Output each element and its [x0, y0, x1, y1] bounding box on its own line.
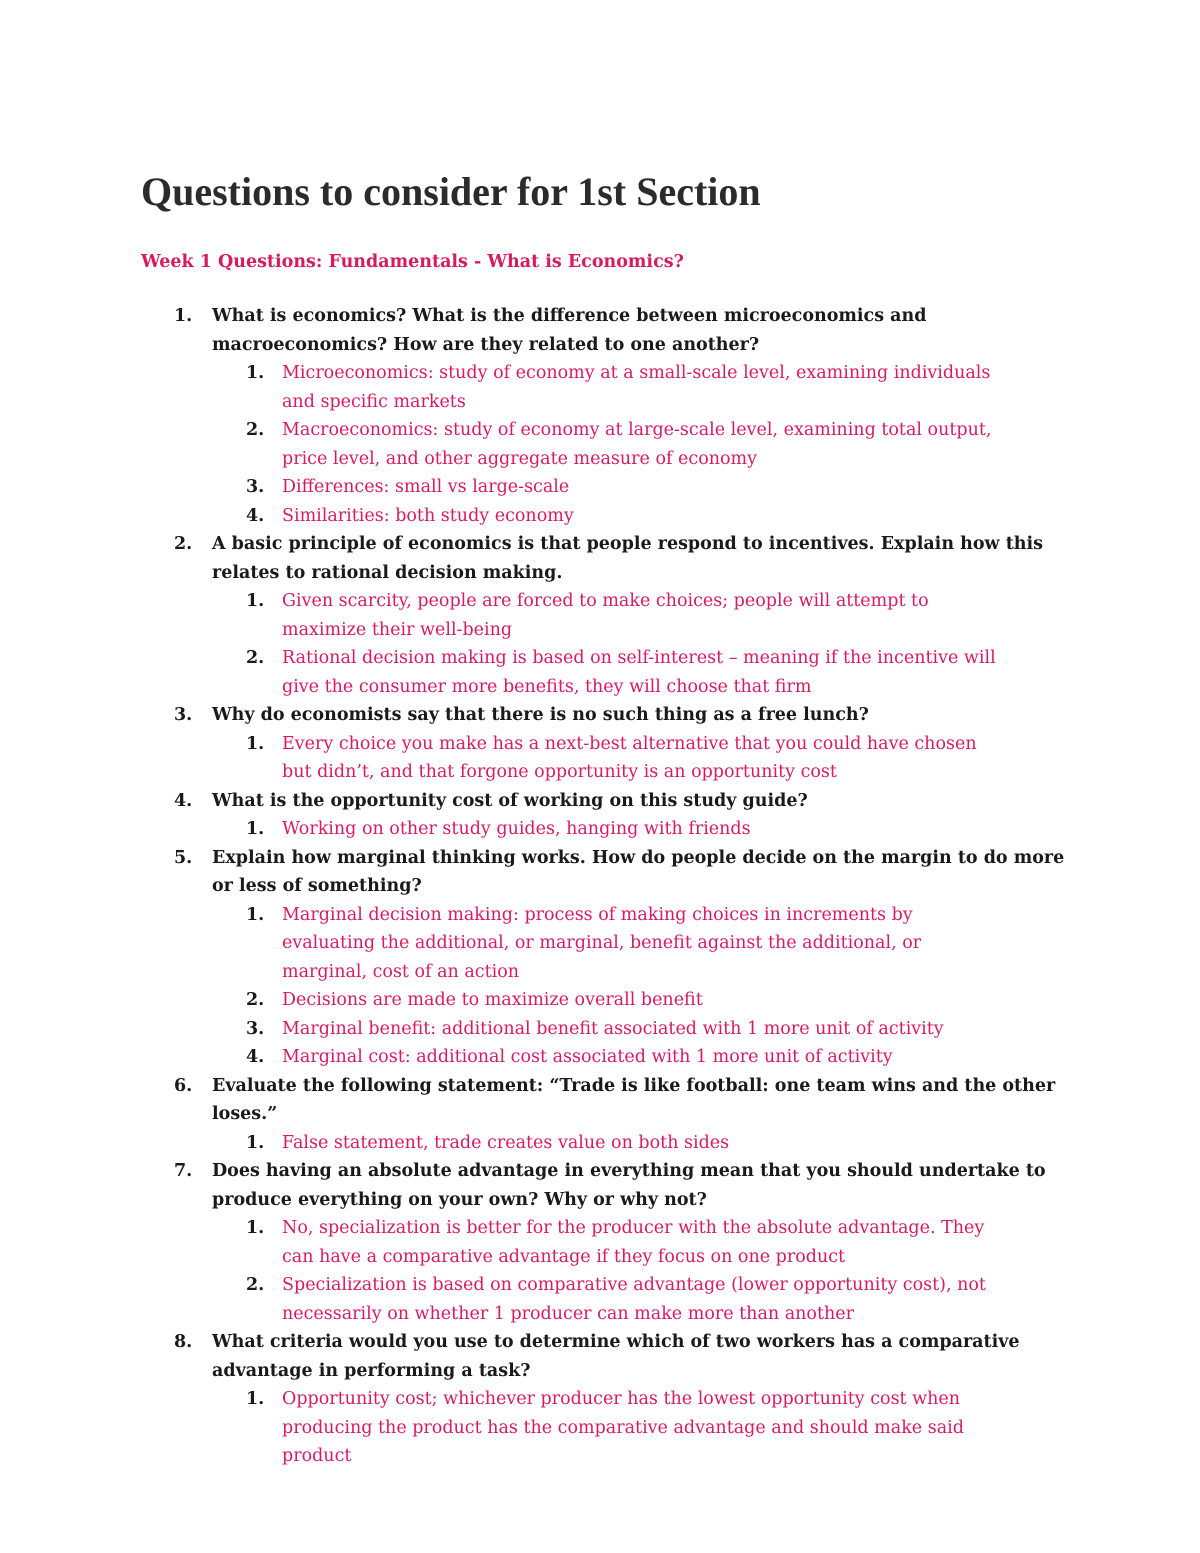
- answer-item: [212, 815, 1002, 844]
- answer-list: [212, 587, 1072, 701]
- answer-number: 3.: [246, 477, 265, 497]
- section-heading: Week 1 Questions: Fundamentals - What is Economics?: [141, 252, 684, 272]
- answer-item: [212, 901, 1002, 987]
- answer-list: [212, 730, 1072, 787]
- answer-item: [212, 1043, 1002, 1072]
- question-list: [0, 302, 1200, 1471]
- answer-list: [212, 359, 1072, 530]
- question-number: 3.: [174, 705, 193, 725]
- answer-text: Opportunity cost; whichever producer has the lowest opportunity cost when producing the product has the comparative advantage and should make said product: [282, 1389, 964, 1466]
- answer-item: [212, 986, 1002, 1015]
- question-number: 7.: [174, 1161, 193, 1181]
- question-item: [0, 701, 1072, 787]
- question-number: 4.: [174, 790, 193, 811]
- answer-list: [212, 1129, 1072, 1158]
- answer-item: [212, 1129, 1002, 1158]
- answer-item: [212, 473, 1002, 502]
- answer-number: 1.: [246, 819, 265, 839]
- answer-list: [212, 1214, 1072, 1328]
- answer-number: 1.: [246, 1389, 265, 1409]
- answer-text: Specialization is based on comparative advantage (lower opportunity cost), not necessarily on whether 1 producer can make more than another: [282, 1275, 986, 1324]
- answer-text: False statement, trade creates value on both sides: [282, 1132, 730, 1153]
- question-item: [0, 302, 1072, 530]
- answer-item: [212, 502, 1002, 531]
- question-text: What is economics? What is the difference between microeconomics and macroeconomics? How are they related to one another?: [212, 306, 927, 355]
- answer-text: Rational decision making is based on self-interest – meaning if the incentive will give the consumer more benefits, they will choose that firm: [282, 648, 996, 697]
- answer-text: Similarities: both study economy: [282, 505, 574, 526]
- answer-number: 1.: [246, 1132, 265, 1153]
- document-title: Questions to consider for 1st Section: [141, 169, 761, 214]
- answer-text: Marginal cost: additional cost associated with 1 more unit of activity: [282, 1047, 893, 1067]
- answer-number: 2.: [246, 420, 265, 440]
- answer-number: 4.: [246, 1047, 265, 1067]
- answer-item: [212, 1385, 1002, 1471]
- answer-number: 1.: [246, 363, 265, 383]
- answer-text: Given scarcity, people are forced to make choices; people will attempt to maximize their well-being: [282, 591, 929, 640]
- question-text: What is the opportunity cost of working on this study guide?: [212, 790, 808, 811]
- question-text: Explain how marginal thinking works. How do people decide on the margin to do more or less of something?: [212, 847, 1065, 896]
- answer-number: 3.: [246, 1018, 265, 1039]
- question-item: [0, 1157, 1072, 1328]
- question-text: Evaluate the following statement: “Trade is like football: one team wins and the other loses.”: [212, 1075, 1056, 1124]
- answer-text: Microeconomics: study of economy at a small-scale level, examining individuals and specific markets: [282, 363, 991, 412]
- answer-number: 2.: [246, 1275, 265, 1295]
- question-item: [0, 1072, 1072, 1158]
- answer-list: [212, 1385, 1072, 1471]
- answer-item: [212, 730, 1002, 787]
- answer-number: 1.: [246, 733, 265, 754]
- answer-number: 1.: [246, 591, 265, 611]
- answer-item: [212, 587, 1002, 644]
- answer-text: Marginal decision making: process of making choices in increments by evaluating the additional, or marginal, benefit against the additional, or marginal, cost of an action: [282, 904, 922, 982]
- question-item: [0, 1328, 1072, 1471]
- answer-list: [212, 815, 1072, 844]
- answer-number: 4.: [246, 505, 265, 526]
- answer-item: [212, 1214, 1002, 1271]
- question-number: 8.: [174, 1332, 193, 1352]
- answer-text: Macroeconomics: study of economy at large-scale level, examining total output, price level, and other aggregate measure of economy: [282, 420, 992, 469]
- answer-text: No, specialization is better for the producer with the absolute advantage. They can have a comparative advantage if they focus on one product: [282, 1218, 985, 1267]
- question-text: Does having an absolute advantage in everything mean that you should undertake to produce everything on your own? Why or why not?: [212, 1161, 1046, 1210]
- answer-item: [212, 1271, 1002, 1328]
- answer-text: Every choice you make has a next-best alternative that you could have chosen but didn’t, and that forgone opportunity is an opportunity cost: [282, 733, 977, 782]
- question-text: A basic principle of economics is that people respond to incentives. Explain how this relates to rational decision making.: [212, 534, 1044, 583]
- answer-number: 1.: [246, 904, 265, 925]
- answer-list: [212, 901, 1072, 1072]
- answer-text: Differences: small vs large-scale: [282, 477, 570, 497]
- question-number: 1.: [174, 306, 193, 326]
- answer-item: [212, 359, 1002, 416]
- answer-text: Decisions are made to maximize overall benefit: [282, 990, 703, 1010]
- question-text: Why do economists say that there is no such thing as a free lunch?: [212, 705, 869, 725]
- answer-number: 2.: [246, 990, 265, 1010]
- answer-item: [212, 644, 1002, 701]
- answer-number: 2.: [246, 648, 265, 668]
- question-text: What criteria would you use to determine which of two workers has a comparative advantage in performing a task?: [212, 1332, 1020, 1381]
- question-item: [0, 844, 1072, 1072]
- question-number: 5.: [174, 847, 193, 868]
- answer-item: [212, 416, 1002, 473]
- question-item: [0, 787, 1072, 844]
- question-number: 6.: [174, 1075, 193, 1096]
- answer-item: [212, 1015, 1002, 1044]
- answer-number: 1.: [246, 1218, 265, 1238]
- answer-text: Working on other study guides, hanging with friends: [282, 819, 751, 839]
- answer-text: Marginal benefit: additional benefit associated with 1 more unit of activity: [282, 1018, 944, 1039]
- question-item: [0, 530, 1072, 701]
- question-number: 2.: [174, 534, 193, 554]
